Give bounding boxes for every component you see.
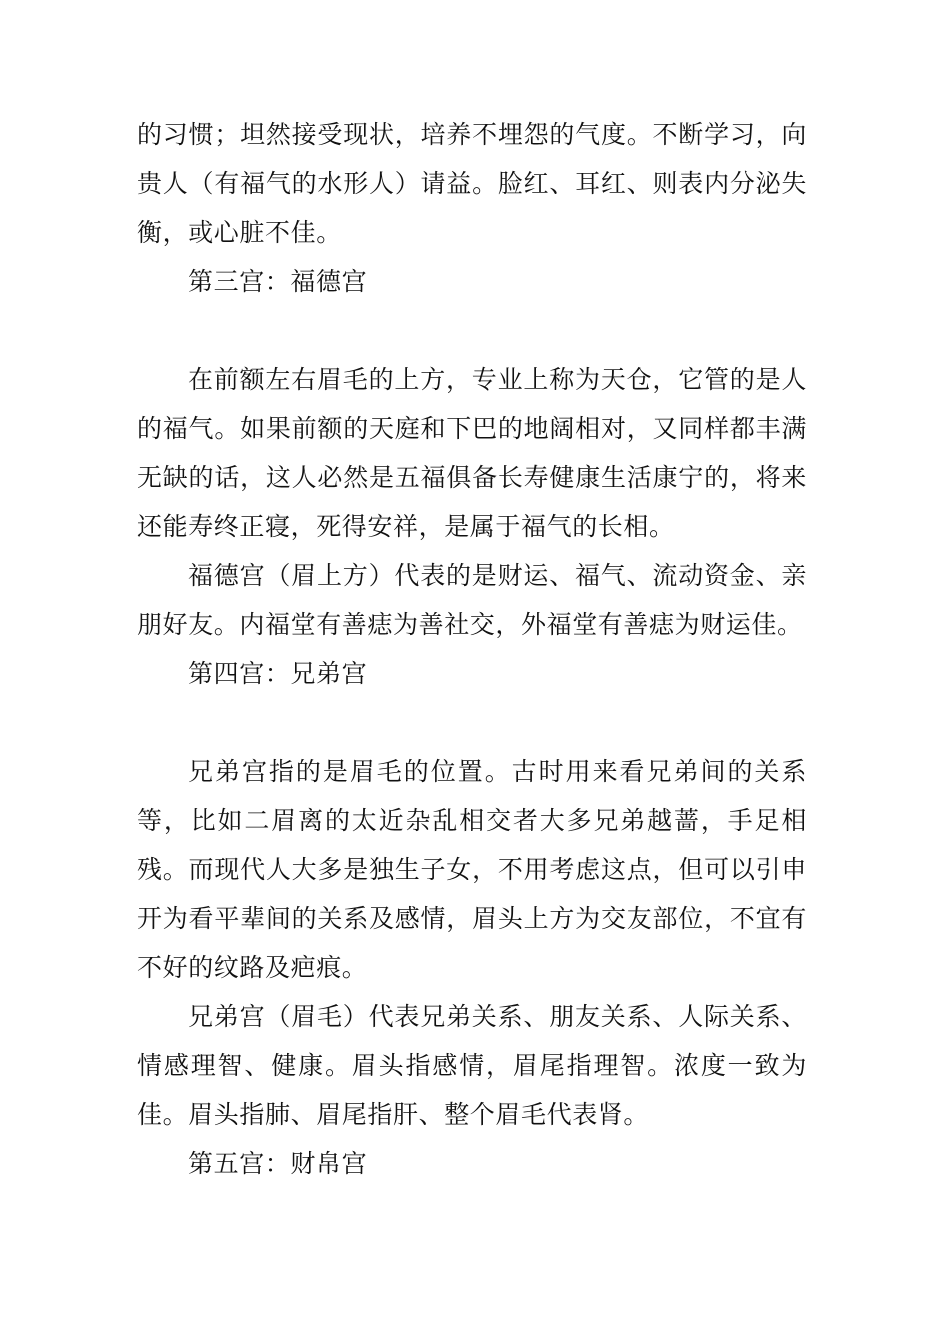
paragraph-fude-meaning: 福德宫（眉上方）代表的是财运、福气、流动资金、亲朋好友。内福堂有善痣为善社交，外福堂有善痣为财运佳。 (137, 561, 807, 639)
document-body (137, 110, 807, 1188)
blank-line (137, 698, 807, 747)
blank-line (137, 306, 807, 355)
paragraph-fude-description: 在前额左右眉毛的上方，专业上称为天仓，它管的是人的福气。如果前额的天庭和下巴的地阔相对，又同样都丰满无缺的话，这人必然是五福俱备长寿健康生活康宁的，将来还能寿终正寝，死得安祥，是属于福气的长相。 (137, 365, 807, 541)
section-heading-xiongdi: 第四宫：兄弟宫 (188, 659, 368, 688)
paragraph-xiongdi-meaning: 兄弟宫（眉毛）代表兄弟关系、朋友关系、人际关系、情感理智、健康。眉头指感情，眉尾指理智。浓度一致为佳。眉头指肺、眉尾指肝、整个眉毛代表肾。 (137, 1002, 807, 1129)
section-heading-fude: 第三宫：福德宫 (188, 267, 368, 296)
section-heading-caibo: 第五宫：财帛宫 (188, 1149, 368, 1178)
paragraph-continued: 的习惯；坦然接受现状，培养不埋怨的气度。不断学习，向贵人（有福气的水形人）请益。脸红、耳红、则表内分泌失衡，或心脏不佳。 (137, 120, 807, 247)
paragraph-xiongdi-description: 兄弟宫指的是眉毛的位置。古时用来看兄弟间的关系等，比如二眉离的太近杂乱相交者大多兄弟越蔷，手足相残。而现代人大多是独生子女，不用考虑这点，但可以引申开为看平辈间的关系及感情，眉头上方为交友部位，不宜有不好的纹路及疤痕。 (137, 757, 807, 982)
